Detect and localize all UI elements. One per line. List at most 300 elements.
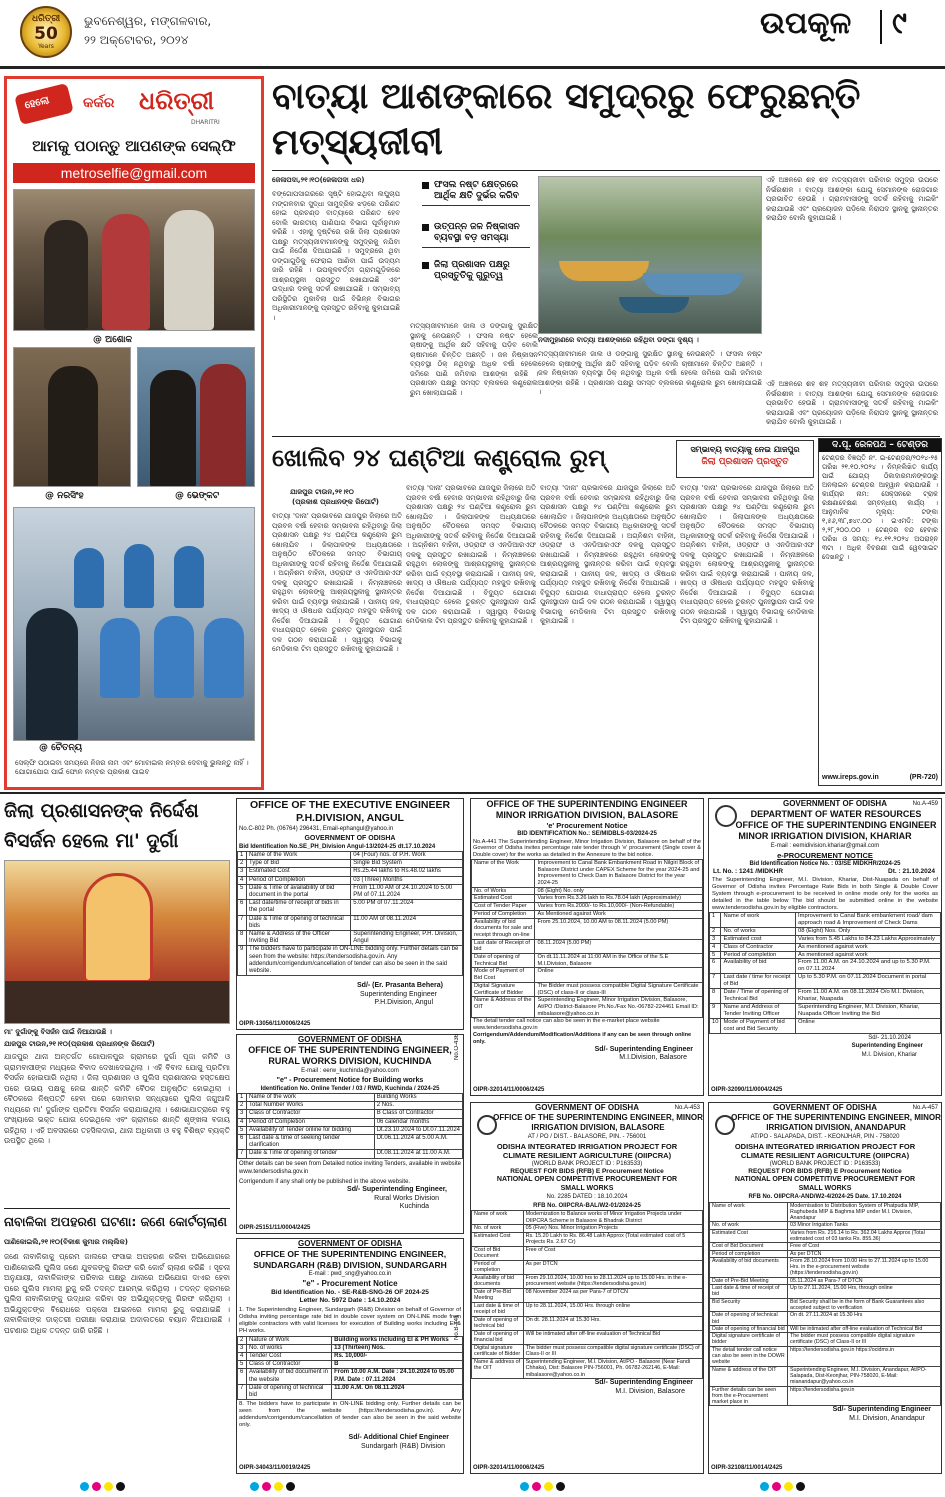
control-room-body-2: ବାତ୍ୟା 'ଦାନା' ପ୍ରଭାବରେ ଯାଜପୁର ଜିଲାରେ ଅତି ପ୍ରବଳ ବର୍ଷା ହେବାର ସମ୍ଭାବନା ରହିଥିବାରୁ ଜିଲା ପ୍ରଶାସନ ପକ୍ଷରୁ ୨୪ ଘଣ୍ଟିଆ କଣ୍ଟ୍ରୋଲ ରୁମ ଖୋଲାଯିବ । ଜିଲାପାଳଙ୍କ ଅଧ୍ୟକ୍ଷତାରେ ଅନୁଷ୍ଠିତ ବୈଠକରେ ସମସ୍ତ ବିଭାଗୀୟ ଅଧିକାରୀଙ୍କୁ ସତର୍କ ରହିବାକୁ ନିର୍ଦ୍ଦେଶ ଦିଆଯାଇଛି । ଅଗ୍ନିଶମ ବାହିନୀ, ଓଡ୍ରାଫ ଓ ଏନଡିଆରଏଫ ଦଳକୁ ପ୍ରସ୍ତୁତ ରଖାଯାଇଛି । ନିମ୍ନାଞ୍ଚଳରେ ରହୁଥିବା ଲୋକଙ୍କୁ ଆଶ୍ରୟସ୍ଥଳୀକୁ ସ୍ଥାନାନ୍ତର କରିବା ପାଇଁ ବ୍ୟବସ୍ଥା କରାଯାଇଛି । ପାନୀୟ ଜଳ, ଖାଦ୍ୟ ଓ ଔଷଧର ପର୍ଯ୍ୟାପ୍ତ ମହଜୁଦ ରଖିବାକୁ ନିର୍ଦ୍ଦେଶ ଦିଆଯାଇଛି । ବିଦ୍ୟୁତ ଯୋଗାଣ ବାଧାପ୍ରାପ୍ତ ହେଲେ ତୁରନ୍ତ ପୁନଃସ୍ଥାପନ ପାଇଁ ଦଳ ଗଠନ କରାଯାଇଛି । ସ୍ୱାସ୍ଥ୍ୟ ବିଭାଗକୁ ମେଡିକାଲ ଟିମ ପ୍ରସ୍ତୁତ ରଖିବାକୁ କୁହାଯାଇଛି ।	[406, 484, 536, 625]
ad-kuchinda-side-no: No.O-436	[454, 1033, 460, 1060]
table-cell: From 29.10.2024, 10.00 hrs to 28.11.2024 up to 15.00 Hrs. in the e-procurement website (https://tendersodisha.gov.in)	[523, 1274, 702, 1288]
table-row	[710, 1257, 941, 1277]
table-cell: Period of Completion	[472, 910, 535, 918]
logo-text: ଧରିତ୍ରୀ	[31, 14, 61, 24]
table-row	[710, 974, 941, 989]
table-cell: 03 (Three) Months	[351, 876, 463, 884]
railway-tender-body: ଟେଣ୍ଡର ବିଜ୍ଞପ୍ତି ନଂ. ଇ-ଟେଣ୍ଡର/୨୦୨୪-୨୫ ତାରିଖ ୨୧.୧୦.୨୦୨୪ । ନିମ୍ନଲିଖିତ କାର୍ଯ୍ୟ ପାଇଁ ଯୋଗ୍ୟ ଠିକାଦାରମାନଙ୍କଠାରୁ ଅନଲାଇନ ଟେଣ୍ଡର ଆହ୍ୱାନ କରାଯାଉଛି । କାର୍ଯ୍ୟର ନାମ: ସେକ୍ସନରେ ଟ୍ରାକ ରକ୍ଷଣାବେକ୍ଷଣ ସମ୍ବନ୍ଧୀୟ କାର୍ଯ୍ୟ । ଆନୁମାନିକ ମୂଲ୍ୟ: ଟଙ୍କା ୧,୫୬,୩୮,୭୪୯.୦୦ । ଇଏମଡି: ଟଙ୍କା ୨,୨୮,୨୦୦.୦୦ । ଟେଣ୍ଡର ବନ୍ଦ ହେବାର ତାରିଖ ଓ ସମୟ: ୧୪.୧୧.୨୦୨୪ ଅପରାହ୍ନ ୩ଟା । ଅଧିକ ବିବରଣୀ ପାଇଁ ୱେବସାଇଟ ଦେଖନ୍ତୁ ।	[822, 454, 938, 561]
ad-khariar-letter-row	[709, 868, 941, 877]
railway-tender-title: ଦ.ପୂ. ରେଳପଥ – ଟେଣ୍ଡର	[819, 439, 941, 452]
table-cell: Name of work	[710, 1202, 788, 1222]
ad-balasore-minor-title-2: MINOR IRRIGATION DIVISION, BALASORE	[495, 810, 679, 820]
table-cell: Period of Completion	[247, 1118, 375, 1126]
table-row	[238, 1336, 463, 1344]
registration-dot	[784, 1482, 793, 1491]
ad-angul-contact: No.C-802 Ph. (06764) 296431, Email-ephangul@yahoo.in	[239, 826, 394, 832]
lead-rule	[272, 170, 940, 171]
table-cell: Free of Cost	[523, 1246, 702, 1260]
table-row	[472, 1260, 703, 1274]
ad-balasore-oiipcra-loan: (WORLD BANK PROJECT ID : P163533)	[531, 1160, 643, 1167]
table-cell: Tender Cost	[247, 1352, 332, 1360]
table-cell: 13 (Thirteen) Nos.	[332, 1344, 463, 1352]
table-cell: Date / Time of opening of Technical Bid	[721, 989, 796, 1004]
crowd-shape	[5, 981, 230, 1024]
ad-sundargarh-bid-id: Bid Identification No. - SE-R&B-SNG-26 OF 2024-25	[271, 1288, 429, 1296]
table-row	[472, 982, 703, 996]
ad-anandapur-title-2: IRRIGATION DIVISION, ANANDAPUR	[766, 1123, 906, 1132]
table-cell: 7	[710, 974, 721, 989]
ad-angul-sign-3: P.H.Division, Angul	[374, 999, 433, 1007]
table-cell: 2	[710, 927, 721, 935]
odisha-emblem-icon	[715, 1115, 735, 1135]
ad-kuchinda-table	[237, 1093, 463, 1159]
table-cell: Estimated Cost	[710, 1229, 788, 1243]
masthead	[0, 0, 945, 66]
registration-dot	[80, 1482, 89, 1491]
table-row	[710, 1346, 941, 1366]
lead-body-right-3: ଏହି ଅଞ୍ଚଳରେ ଶହ ଶହ ମତ୍ସ୍ୟଜୀବୀ ପରିବାର ସମୁଦ୍ର ଉପରେ ନିର୍ଭରଶୀଳ । ବାତ୍ୟା ଆଶଙ୍କା ଯୋଗୁ ସେମାନଙ୍କ ରୋଜଗାର ପ୍ରଭାବିତ ହେଉଛି । ଗ୍ରାମବାସୀଙ୍କୁ ସତର୍କ ରହିବାକୁ ମାଇକିଂ କରାଯାଉଛି ଏବଂ ପ୍ରୟୋଜନ ପଡ଼ିଲେ ନିରାପଦ ସ୍ଥାନକୁ ସ୍ଥାନାନ୍ତର କରାଯିବ ବୋଲି କୁହାଯାଇଛି ।	[766, 380, 938, 426]
brand-left: ହେଲୋ	[23, 94, 51, 112]
table-cell: The bidders have to participate in ON-LINE bidding only. Further details can be seen from the website: https://tendersodisha.gov.in. Any addendum/corrigendum/cancellation of tender can also be seen in the said website.	[247, 946, 463, 976]
section-name: ଉପକୂଳ	[760, 6, 852, 41]
ad-kuchinda-bid-id: Identification No. Online Tender / 03 / RWD, Kuchinda / 2024-25	[260, 1085, 440, 1092]
table-row	[472, 968, 703, 982]
table-cell: https://tendersodisha.gov.in https://ocidms.in	[788, 1346, 941, 1366]
table-row	[238, 1094, 463, 1102]
ad-balasore-oiipcra-ncb-1: NATIONAL OPEN COMPETITIVE PROCUREMENT FOR	[496, 1176, 678, 1183]
table-cell: As Mentioned against Work	[535, 910, 703, 918]
table-row	[472, 1330, 703, 1344]
table-cell: 2	[238, 1102, 247, 1110]
lead-bottom-rule	[272, 436, 940, 437]
ad-balasore-oiipcra-ncb-2: SMALL WORKS	[560, 1184, 614, 1192]
table-row	[710, 959, 941, 974]
table-cell: Varies from Rs. 216.14 to Rs. 362.04 Lakhs Approx (Total estimated cost of 03 tanks Rs. 855.36)	[788, 1229, 941, 1243]
ad-sundargarh-notice: "e" - Procurement Notice	[302, 1278, 398, 1288]
lead-body-right: ଏହି ଅଞ୍ଚଳରେ ଶହ ଶହ ମତ୍ସ୍ୟଜୀବୀ ପରିବାର ସମୁଦ୍ର ଉପରେ ନିର୍ଭରଶୀଳ । ବାତ୍ୟା ଆଶଙ୍କା ଯୋଗୁ ସେମାନଙ୍କ ରୋଜଗାର ପ୍ରଭାବିତ ହେଉଛି । ଗ୍ରାମବାସୀଙ୍କୁ ସତର୍କ ରହିବାକୁ ମାଇକିଂ କରାଯାଉଛି ଏବଂ ପ୍ରୟୋଜନ ପଡ଼ିଲେ ନିରାପଦ ସ୍ଥାନକୁ ସ୍ଥାନାନ୍ତର କରାଯିବ ବୋଲି କୁହାଯାଇଛି ।	[766, 176, 938, 222]
table-cell: Modernization to Balance works of Minor Irrigation Projects under OIIPCRA Scheme in Balasore & Bhadrak District	[523, 1211, 702, 1225]
table-cell: 8	[238, 931, 247, 946]
table-cell: Dt.23.10.2024 to Dt.07.11.2024	[374, 1126, 462, 1134]
table-cell: On dt. 28.11.2024 at 15.30 Hrs.	[523, 1316, 702, 1330]
table-cell: 9	[238, 946, 247, 976]
table-cell: Name of work	[721, 913, 796, 928]
ad-khariar-bid-id: Bid Identification Notice No. : 03/SE MIDKHR/2024-25	[749, 860, 901, 867]
table-cell: 3	[238, 868, 247, 876]
table-cell: 4	[710, 943, 721, 951]
table-row	[238, 1135, 463, 1150]
brand-tag: DHARITRI	[191, 119, 220, 126]
idol-shape	[83, 873, 153, 983]
selfie-prompt: ଆମକୁ ପଠାନ୍ତୁ ଆପଣଙ୍କ ସେଲ୍‌ଫି	[32, 137, 236, 155]
ad-khariar-notice: e-PROCUREMENT NOTICE	[777, 850, 873, 860]
table-cell: Digital signature certificate of Bidder	[472, 1344, 524, 1358]
kicker-line-2: ଜିଲା ପ୍ରଶାସନ ପ୍ରସ୍ତୁତ	[701, 457, 789, 467]
ad-kuchinda-sign-2: Rural Works Division	[374, 1194, 439, 1202]
durga-headline-2: ବିସର୍ଜନ ହେଲେ ମା' ଦୁର୍ଗା	[4, 830, 179, 852]
railway-tender-box	[818, 438, 942, 786]
table-cell: Nature of Work	[247, 1336, 332, 1344]
table-cell: No. of Works	[472, 887, 535, 895]
lead-body-mid: ମତ୍ସ୍ୟଜୀବୀମାନେ ଜାଲ ଓ ଡଙ୍ଗାକୁ ସୁରକ୍ଷିତ ସ୍ଥାନକୁ ନେଉଛନ୍ତି । ଫସଲ ନଷ୍ଟ ହେଲେ ଚାଷୀଙ୍କୁ ଆର୍ଥିକ କ୍ଷତି ସହିବାକୁ ପଡ଼ିବ ବୋଲି ଚାଷୀମାନେ ଚିନ୍ତିତ ଅଛନ୍ତି । ଜଳ ନିଷ୍କାସନ ବ୍ୟବସ୍ଥା ଠିକ୍ ନଥିବାରୁ ଅଧିକ ବର୍ଷା ହେଲେ ଜମିରେ ପାଣି ଜମିବାର ଆଶଙ୍କା ରହିଛି । ପ୍ରଶାସନ ପକ୍ଷରୁ ସମସ୍ତ ବ୍ଲକରେ କଣ୍ଟ୍ରୋଲ ରୁମ ଖୋଲାଯାଇଛି ।	[410, 322, 538, 397]
ad-balasore-minor-sign-1: Sd/- Superintending Engineer	[594, 1045, 693, 1053]
table-row	[710, 1222, 941, 1229]
table-cell: Up to 27.11.2024, 15.00 Hrs, through online	[788, 1285, 941, 1299]
selfie-caption-1: @ ଅଶୋକ	[93, 335, 133, 345]
table-cell: Date of opening of technical bid	[710, 1312, 788, 1326]
ad-khariar-title-2: OFFICE OF THE SUPERINTENDING ENGINEER	[735, 820, 937, 830]
table-cell: Name of the Work	[472, 859, 535, 887]
table-cell: Estimated Cost	[472, 895, 535, 903]
person-silhouette	[26, 608, 78, 741]
table-cell: Free of Cost	[788, 1243, 941, 1250]
lead-body-right-2: ମତ୍ସ୍ୟଜୀବୀମାନେ ଜାଲ ଓ ଡଙ୍ଗାକୁ ସୁରକ୍ଷିତ ସ୍ଥାନକୁ ନେଉଛନ୍ତି । ଫସଲ ନଷ୍ଟ ହେଲେ ଚାଷୀଙ୍କୁ ଆର୍ଥିକ କ୍ଷତି ସହିବାକୁ ପଡ଼ିବ ବୋଲି ଚାଷୀମାନେ ଚିନ୍ତିତ ଅଛନ୍ତି । ଜଳ ନିଷ୍କାସନ ବ୍ୟବସ୍ଥା ଠିକ୍ ନଥିବାରୁ ଅଧିକ ବର୍ଷା ହେଲେ ଜମିରେ ପାଣି ଜମିବାର ଆଶଙ୍କା ରହିଛି । ପ୍ରଶାସନ ପକ୍ଷରୁ ସମସ୍ତ ବ୍ଲକରେ କଣ୍ଟ୍ରୋଲ ରୁମ ଖୋଲାଯାଇଛି ।	[538, 350, 762, 396]
railway-tender-ref: (PR-720)	[909, 774, 938, 781]
table-cell: 05 (Five) Nos. Minor Irrigation Projects	[523, 1225, 702, 1233]
bullet-text: ଉତ୍ପନ୍ନ ଜଳ ନିଷ୍କାସନ ବ୍ୟବସ୍ଥା ବଡ଼ ସମସ୍ୟା	[434, 222, 520, 243]
table-cell: Date of opening of technical bid	[247, 1384, 332, 1399]
table-cell: From 25.10.2024, 10.00 AM to 08.11.2024 (5.00 PM)	[535, 918, 703, 939]
ad-angul-govt: GOVERNMENT OF ODISHA	[304, 834, 396, 842]
ad-anandapur-loan: (WORLD BANK PROJECT ID : P163533)	[769, 1160, 881, 1167]
upper-section-rule	[0, 792, 945, 794]
table-cell: Single Bid System	[351, 860, 463, 868]
table-cell: Last date of Receipt of bid	[472, 939, 535, 953]
ad-balasore-minor-table	[471, 859, 703, 1018]
table-row	[710, 1018, 941, 1033]
lead-bullets-box	[422, 178, 530, 318]
ad-balasore-oiipcra-table	[471, 1210, 703, 1379]
ad-khariar-email: E-mail : eemidivision.khariar@gmail.com	[770, 843, 880, 849]
ad-anandapur-project-1: ODISHA INTEGRATED IRRIGATION PROJECT FOR	[734, 1141, 916, 1151]
table-cell: Will be intimated after off-line evaluation of Technical Bid	[788, 1325, 941, 1332]
control-room-body-3: ବାତ୍ୟା 'ଦାନା' ପ୍ରଭାବରେ ଯାଜପୁର ଜିଲାରେ ଅତି ପ୍ରବଳ ବର୍ଷା ହେବାର ସମ୍ଭାବନା ରହିଥିବାରୁ ଜିଲା ପ୍ରଶାସନ ପକ୍ଷରୁ ୨୪ ଘଣ୍ଟିଆ କଣ୍ଟ୍ରୋଲ ରୁମ ଖୋଲାଯିବ । ଜିଲାପାଳଙ୍କ ଅଧ୍ୟକ୍ଷତାରେ ଅନୁଷ୍ଠିତ ବୈଠକରେ ସମସ୍ତ ବିଭାଗୀୟ ଅଧିକାରୀଙ୍କୁ ସତର୍କ ରହିବାକୁ ନିର୍ଦ୍ଦେଶ ଦିଆଯାଇଛି । ଅଗ୍ନିଶମ ବାହିନୀ, ଓଡ୍ରାଫ ଓ ଏନଡିଆରଏଫ ଦଳକୁ ପ୍ରସ୍ତୁତ ରଖାଯାଇଛି । ନିମ୍ନାଞ୍ଚଳରେ ରହୁଥିବା ଲୋକଙ୍କୁ ଆଶ୍ରୟସ୍ଥଳୀକୁ ସ୍ଥାନାନ୍ତର କରିବା ପାଇଁ ବ୍ୟବସ୍ଥା କରାଯାଇଛି । ପାନୀୟ ଜଳ, ଖାଦ୍ୟ ଓ ଔଷଧର ପର୍ଯ୍ୟାପ୍ତ ମହଜୁଦ ରଖିବାକୁ ନିର୍ଦ୍ଦେଶ ଦିଆଯାଇଛି । ବିଦ୍ୟୁତ ଯୋଗାଣ ବାଧାପ୍ରାପ୍ତ ହେଲେ ତୁରନ୍ତ ପୁନଃସ୍ଥାପନ ପାଇଁ ଦଳ ଗଠନ କରାଯାଇଛି । ସ୍ୱାସ୍ଥ୍ୟ ବିଭାଗକୁ ମେଡିକାଲ ଟିମ ପ୍ରସ୍ତୁତ ରଖିବାକୁ କୁହାଯାଇଛି ।	[540, 484, 676, 625]
ad-balasore-oiipcra-rfb-no: RFB No. OIIPCRA-BAL/W2-01/2024-25	[533, 1202, 641, 1209]
table-row	[710, 935, 941, 943]
ad-balasore-oiipcra-project-2: CLIMATE RESILIENT AGRICULTURE (OIIPCRA)	[502, 1150, 672, 1160]
table-cell: Varies from 5.45 Lakhs to 84.23 Lakhs Approximately	[796, 935, 941, 943]
table-row	[472, 954, 703, 968]
table-cell: Period of completion	[721, 951, 796, 959]
table-cell: Date & Time of availability of bid document in the portal	[247, 884, 351, 899]
table-cell: Availability of bid documents for sale and receipt through on-line	[472, 918, 535, 939]
ad-anandapur-table	[709, 1202, 941, 1407]
table-row	[238, 1118, 463, 1126]
table-cell: 11.00 AM of 08.11.2024	[351, 915, 463, 930]
table-row	[710, 1325, 941, 1332]
table-cell: Dt.06.11.2024 at 5.00 A.M.	[374, 1135, 462, 1150]
table-cell: 3	[238, 1344, 247, 1352]
table-row	[238, 1102, 463, 1110]
ad-kuchinda-title-2: RURAL WORKS DIVISION, KUCHINDA	[268, 1056, 432, 1066]
table-cell: From 11.00 A.M. on 08.11.2024 O/o M.I. Division, Khariar, Nuapada	[796, 989, 941, 1004]
ad-balasore-minor	[470, 798, 704, 1096]
minor-headline: ନାବାଳିକା ଅପହରଣ ଘଟଣା: ଜଣେ କୋର୍ଟଚାଲାଣ	[4, 1214, 227, 1229]
table-cell: https://tendersodisha.gov.in	[788, 1386, 941, 1406]
table-cell: 05.11.2024 as Para-7 of DTCN	[788, 1277, 941, 1284]
person-silhouette	[204, 618, 244, 698]
ad-anandapur-address: AT/PO - SALAPADA, DIST. - KEONJHAR, PIN - 758020	[750, 1134, 900, 1140]
control-room-kicker	[676, 440, 814, 478]
selfie-photo-4	[13, 507, 255, 741]
person-silhouette	[74, 548, 104, 608]
boat-shape	[643, 273, 743, 295]
table-cell: 2	[238, 860, 247, 868]
table-cell: From 11.00 A.M. on 24.10.2024 and up to 5.30 P.M. on 07.11.2024	[796, 959, 941, 974]
person-silhouette	[102, 214, 150, 330]
table-row	[238, 1150, 463, 1158]
ad-sundargarh-title-1: OFFICE OF THE SUPERINTENDING ENGINEER,	[253, 1249, 447, 1259]
table-cell: Cost of Bid Document	[472, 1246, 524, 1260]
table-cell: 11.00 A.M. On 08.11.2024	[332, 1384, 463, 1399]
bullet-icon	[422, 224, 429, 231]
table-row	[472, 1288, 703, 1302]
table-cell: 10	[710, 1018, 721, 1033]
table-cell: Name of the Work	[247, 852, 351, 860]
table-cell: On dt. 27.11.2024 at 15.30 Hrs	[788, 1312, 941, 1326]
registration-dot	[116, 1482, 125, 1491]
boat-shape	[559, 261, 649, 281]
table-row	[238, 1110, 463, 1118]
ad-anandapur-project-2: CLIMATE RESILIENT AGRICULTURE (OIIPCRA)	[740, 1150, 910, 1160]
ad-balasore-minor-bid-id: BID IDENTIFICATION No.: SE/MIDBLS-03/2024-25	[517, 831, 657, 837]
table-cell: Cost of Bid Document	[710, 1243, 788, 1250]
railway-tender-website[interactable]: www.ireps.gov.in	[822, 774, 879, 781]
bullet-item	[422, 178, 530, 206]
durga-photo	[4, 860, 230, 1024]
lead-body-left: ବଙ୍ଗୋପସାଗରରେ ସୃଷ୍ଟି ହୋଇଥିବା ଲଘୁଚାପ ମଙ୍ଗଳବାର ସୁଦ୍ଧା ସାମୁଦ୍ରିକ ଝଡ଼ରେ ପରିଣତ ହୋଇ ପ୍ରଚଣ୍ଡ ବାତ୍ୟାରେ ପରିଣତ ହେବ ବୋଲି ଭାରତୀୟ ପାଣିପାଗ ବିଭାଗ ପୂର୍ବାନୁମାନ କରିଛି । ଏହାକୁ ଦୃଷ୍ଟିରେ ରଖି ଜିଲା ପ୍ରଶାସନ ପକ୍ଷରୁ ମତ୍ସ୍ୟଜୀବୀମାନଙ୍କୁ ସମୁଦ୍ରକୁ ନଯିବା ପାଇଁ ନିର୍ଦ୍ଦେଶ ଦିଆଯାଇଛି । ସମୁଦ୍ରରେ ଥିବା ଡଙ୍ଗାଗୁଡ଼ିକୁ ଫେରାଇ ଆଣିବା ପାଇଁ ଉଦ୍ୟମ ଜାରି ରହିଛି । ଉପକୂଳବର୍ତ୍ତୀ ଗ୍ରାମଗୁଡ଼ିକରେ ଆଶ୍ରୟସ୍ଥଳୀ ପ୍ରସ୍ତୁତ ରଖାଯାଇଛି ଏବଂ ଉଦ୍ଧାର ଦଳକୁ ସତର୍କ ରଖାଯାଇଛି । ସମ୍ଭାବ୍ୟ ପରିସ୍ଥିତିର ମୁକାବିଲା ପାଇଁ ବିଭିନ୍ନ ବିଭାଗର ଅଧିକାରୀମାନଙ୍କୁ ପ୍ରସ୍ତୁତ ରହିବାକୁ କୁହାଯାଇଛି ।	[272, 190, 400, 322]
selfie-photo-2	[13, 347, 131, 487]
registration-marks	[0, 1480, 945, 1494]
table-cell: Rs. 10,000/-	[332, 1352, 463, 1360]
control-room-body-4: ବାତ୍ୟା 'ଦାନା' ପ୍ରଭାବରେ ଯାଜପୁର ଜିଲାରେ ଅତି ପ୍ରବଳ ବର୍ଷା ହେବାର ସମ୍ଭାବନା ରହିଥିବାରୁ ଜିଲା ପ୍ରଶାସନ ପକ୍ଷରୁ ୨୪ ଘଣ୍ଟିଆ କଣ୍ଟ୍ରୋଲ ରୁମ ଖୋଲାଯିବ । ଜିଲାପାଳଙ୍କ ଅଧ୍ୟକ୍ଷତାରେ ଅନୁଷ୍ଠିତ ବୈଠକରେ ସମସ୍ତ ବିଭାଗୀୟ ଅଧିକାରୀଙ୍କୁ ସତର୍କ ରହିବାକୁ ନିର୍ଦ୍ଦେଶ ଦିଆଯାଇଛି । ଅଗ୍ନିଶମ ବାହିନୀ, ଓଡ୍ରାଫ ଓ ଏନଡିଆରଏଫ ଦଳକୁ ପ୍ରସ୍ତୁତ ରଖାଯାଇଛି । ନିମ୍ନାଞ୍ଚଳରେ ରହୁଥିବା ଲୋକଙ୍କୁ ଆଶ୍ରୟସ୍ଥଳୀକୁ ସ୍ଥାନାନ୍ତର କରିବା ପାଇଁ ବ୍ୟବସ୍ଥା କରାଯାଇଛି । ପାନୀୟ ଜଳ, ଖାଦ୍ୟ ଓ ଔଷଧର ପର୍ଯ୍ୟାପ୍ତ ମହଜୁଦ ରଖିବାକୁ ନିର୍ଦ୍ଦେଶ ଦିଆଯାଇଛି । ବିଦ୍ୟୁତ ଯୋଗାଣ ବାଧାପ୍ରାପ୍ତ ହେଲେ ତୁରନ୍ତ ପୁନଃସ୍ଥାପନ ପାଇଁ ଦଳ ଗଠନ କରାଯାଇଛି । ସ୍ୱାସ୍ଥ୍ୟ ବିଭାଗକୁ ମେଡିକାଲ ଟିମ ପ୍ରସ୍ତୁତ ରଖିବାକୁ କୁହାଯାଇଛି ।	[680, 484, 814, 625]
table-row	[710, 1243, 941, 1250]
bullet-text: ଫସଲ ନଷ୍ଟ କ୍ଷେତ୍ରରେ ଆର୍ଥିକ କ୍ଷତି ଦୁର୍ଭର କରିବ	[434, 180, 519, 201]
person-silhouette	[154, 616, 194, 698]
table-cell: Will be intimated after off-line evaluation of Technical Bid	[523, 1330, 702, 1344]
table-row	[472, 1316, 703, 1330]
table-row	[472, 918, 703, 939]
table-cell: Date of Pre-Bid Meeting	[472, 1288, 524, 1302]
bullet-item	[422, 220, 530, 248]
ad-sundargarh	[236, 1238, 464, 1474]
table-cell: 9	[710, 1003, 721, 1018]
bullet-icon	[422, 182, 429, 189]
table-cell: Availability of bid documents	[710, 1257, 788, 1277]
table-cell: The Bidder must possess compatible Digital Signature Certificate (DSC) of class-II or class-III	[535, 982, 703, 996]
table-cell: Date of opening of Technical Bid	[472, 954, 535, 968]
table-cell: Period of Completion	[247, 876, 351, 884]
ad-kuchinda-note-2: Corrigendum if any shall only be published in the above website.	[239, 1178, 411, 1185]
table-cell: 7	[238, 915, 247, 930]
ad-balasore-minor-sign-2: M.I.Division, Balasore	[619, 1054, 687, 1062]
table-row	[710, 989, 941, 1004]
table-cell: 1	[238, 1094, 247, 1102]
table-cell: Bid Security shall be in the form of Bank Guarantees also accepted subject to verification	[788, 1298, 941, 1312]
ad-angul	[236, 798, 464, 1030]
ad-anandapur-ncb-2: SMALL WORKS	[798, 1184, 852, 1192]
table-cell: 08 November 2024 as per Para-7 of DTCN	[523, 1288, 702, 1302]
table-row	[710, 943, 941, 951]
ad-anandapur-rfb: REQUEST FOR BIDS (RFB) E Procurement Notice	[748, 1168, 902, 1175]
table-cell: Name & Address of the Officer Inviting Bid	[247, 931, 351, 946]
ad-sundargarh-govt: GOVERNMENT OF ODISHA	[297, 1239, 402, 1248]
table-cell: As per DTCN	[523, 1260, 702, 1274]
logo-years-sub: Years	[38, 43, 54, 50]
table-cell: 5.00 PM of 07.11.2024	[351, 900, 463, 915]
ad-kuchinda-sign-1: Sd/- Superintending Engineer,	[347, 1186, 447, 1194]
control-room-headline: ଖୋଲିବ ୨୪ ଘଣ୍ଟିଆ କଣ୍ଟ୍ରୋଲ ରୁମ୍	[272, 444, 607, 472]
table-cell: Last date / time for receipt of Bid	[721, 974, 796, 989]
table-row	[238, 1126, 463, 1134]
table-row	[710, 927, 941, 935]
table-row	[238, 900, 463, 915]
ad-angul-title-2: P.H.DIVISION, ANGUL	[296, 812, 404, 824]
selfie-email[interactable]: metroselfie@gmail.com	[13, 163, 255, 183]
table-row	[472, 1211, 703, 1225]
table-cell: 06 calendar months	[374, 1118, 462, 1126]
bullet-item	[422, 258, 530, 285]
selfie-photo-3	[137, 347, 255, 487]
ad-balasore-oiipcra-sign-1: Sd/- Superintending Engineer	[594, 1379, 693, 1386]
table-cell: No. of works	[247, 1344, 332, 1352]
table-cell: Date of opening of technical bid	[472, 1316, 524, 1330]
table-cell: B Class of Contractor	[374, 1110, 462, 1118]
table-cell: Date of Pre-Bid Meeting	[710, 1277, 788, 1284]
durga-bottom-rule	[4, 1208, 230, 1209]
ad-khariar-sign-2: M.I. Division, Khariar	[861, 1051, 917, 1058]
table-row	[472, 1232, 703, 1246]
table-row	[710, 1250, 941, 1257]
table-row	[238, 876, 463, 884]
ad-anandapur-ref: OIPR-32108/11/0014/2425	[711, 1464, 783, 1471]
table-cell: 1	[710, 913, 721, 928]
table-row	[710, 1333, 941, 1347]
table-row	[710, 1386, 941, 1406]
ad-anandapur-sign-2: M.I. Division, Anandapur	[849, 1414, 925, 1422]
table-row	[238, 931, 463, 946]
odisha-emblem-icon	[477, 1115, 497, 1135]
table-cell: Availability of bid documents	[472, 1274, 524, 1288]
table-cell: Estimated Cost	[247, 868, 351, 876]
ad-kuchinda-sign-3: Kuchinda	[399, 1203, 429, 1211]
masthead-rule	[0, 66, 945, 69]
table-cell: B	[332, 1361, 463, 1369]
ad-khariar-title-1: DEPARTMENT OF WATER RESOURCES	[750, 809, 922, 819]
ad-balasore-minor-notice: 'e' Procurement Notice	[546, 821, 628, 830]
ad-angul-title-1: OFFICE OF THE EXECUTIVE ENGINEER	[249, 799, 451, 811]
table-cell: 6	[238, 1135, 247, 1150]
table-row	[472, 1274, 703, 1288]
registration-dot	[274, 1482, 283, 1491]
ad-anandapur-rfb-no: RFB No. OIIPCRA-AND/W2-4/2024-25 Date. 17.10.2024	[748, 1194, 902, 1200]
table-cell: From 10.00 A.M. Date : 24.10.2024 to 05.00 P.M. Date : 07.11.2024	[332, 1369, 463, 1384]
ad-balasore-oiipcra	[470, 1102, 704, 1474]
ad-khariar	[708, 798, 942, 1096]
table-cell: As per DTCN	[788, 1250, 941, 1257]
registration-dot	[286, 1482, 295, 1491]
ad-anandapur-side-no: No.A-457	[912, 1105, 938, 1111]
person-silhouette	[200, 364, 246, 487]
table-row	[238, 1344, 463, 1352]
odisha-emblem-icon	[715, 805, 737, 827]
selfie-footer-note: ସେଲ୍‌ଫି ପଠାଇବା ସମୟରେ ନିଜର ନାମ ଏବଂ ମୋବାଇଲ ନମ୍ବର ଦେବାକୁ ଭୁଲନ୍ତୁ ନାହିଁ । ଯୋଗାଯୋଗ ପାଇଁ ଫୋନ ନମ୍ବର ପ୍ରକାଶ ପାଇବ	[15, 759, 249, 776]
table-cell: 1	[238, 852, 247, 860]
table-row	[238, 884, 463, 899]
brand-name: ଧରିତ୍ରୀ	[139, 87, 214, 115]
control-room-dateline-sub: (ପ୍ରକାଶ ପ୍ରଧାନଙ୍କ ରିପୋର୍ଟ)	[292, 498, 379, 506]
durga-dateline: ଯାଜପୁର ଟାଉନ,୨୧।୧୦(ପ୍ରକାଶ ପ୍ରଧାନଙ୍କ ରିପୋର୍ଟ)	[4, 1040, 155, 1048]
person-silhouette	[164, 210, 214, 330]
logo-badge	[20, 6, 72, 58]
table-row	[238, 1361, 463, 1369]
table-cell: Date & Time of opening of tender	[247, 1150, 375, 1158]
brand-mid: କର୍କର	[83, 95, 115, 111]
table-cell: 2	[238, 1336, 247, 1344]
lead-photo	[538, 176, 762, 334]
table-cell: 04 (Four) nos. of P.H. Work	[351, 852, 463, 860]
registration-dot	[92, 1482, 101, 1491]
table-cell: The bidder must possess compatible digital signature certificate (DSC) of Class-II or III	[788, 1333, 941, 1347]
table-cell: From 11.00 AM of 24.10.2024 to 5.00 PM of 07.11.2024	[351, 884, 463, 899]
table-cell: On dt.11.11.2024 at 11:00 AM in the Office of the S.E M.I.Division, Balasore	[535, 954, 703, 968]
table-cell: Date of opening of financial bid	[472, 1330, 524, 1344]
ad-anandapur-title-1: OFFICE OF THE SUPERINTENDING ENGINEER, MINOR	[731, 1113, 941, 1122]
table-cell: Varies from Rs.2000/- to Rs.10,000/- (Non-Refundable)	[535, 903, 703, 911]
person-silhouette	[44, 220, 88, 330]
ad-kuchinda-email: E-mail : eerw_kuchinda@yahoo.com	[301, 1068, 399, 1074]
ad-balasore-oiipcra-sign-2: M.I. Division, Balasore	[615, 1387, 685, 1395]
ad-kuchinda-note-1: Other details can be seen from Detailed notice inviting Tenders, available in website www.tendersodisha.gov.in	[239, 1160, 462, 1176]
registration-dot	[760, 1482, 769, 1491]
registration-dot	[556, 1482, 565, 1491]
table-cell: 6	[238, 1369, 247, 1384]
ad-khariar-ref: OIPR-32090/11/0004/2425	[711, 1086, 783, 1093]
section-divider	[880, 10, 882, 44]
table-cell: Date & Time of opening of technical bids	[247, 915, 351, 930]
table-cell: Up to 5.30 P.M. on 07.11.2024 Document in portal	[796, 974, 941, 989]
table-row	[472, 859, 703, 887]
person-silhouette	[174, 546, 204, 608]
table-row	[238, 852, 463, 860]
ad-sundargarh-email: E-mail : pwd_sng@yahoo.co.in	[308, 1271, 392, 1277]
table-cell: 5	[710, 951, 721, 959]
table-cell: Name of the work	[247, 1094, 375, 1102]
table-row	[472, 887, 703, 895]
table-row	[710, 1202, 941, 1222]
table-row	[710, 1285, 941, 1299]
table-cell: Superintending Engineer, Minor Irrigation Division, Balasore, At/PO /District-Balasore Ph.No./Fax No.-06782-224461 Email ID: mibalasore@yahoo.co.in	[535, 997, 703, 1018]
table-row	[710, 1366, 941, 1386]
ad-balasore-oiipcra-rfb: REQUEST FOR BIDS (RFB) E Procurement Notice	[510, 1168, 664, 1175]
table-cell: 2 Nos.	[374, 1102, 462, 1110]
selfie-photo-1	[13, 189, 255, 331]
table-cell: The bidder must possess compatible digital signature certificate (DSC) of Class-II or III	[523, 1344, 702, 1358]
table-cell: 08 (Eight) Nos. Only	[796, 927, 941, 935]
table-cell: Building works including EI & PH Works	[332, 1336, 463, 1344]
table-row	[472, 1246, 703, 1260]
table-cell: Estimated Cost	[472, 1232, 524, 1246]
table-cell: Name & address of the OIT	[710, 1366, 788, 1386]
ad-khariar-title-3: MINOR IRRIGATION DIVISION, KHARIAR	[738, 831, 912, 841]
ad-balasore-oiipcra-govt: GOVERNMENT OF ODISHA	[534, 1103, 639, 1112]
table-cell: Improvement to Canal Bank embankment road/ dam approach road & Improvement of Check Dams	[796, 913, 941, 928]
table-cell: 03 Minor Irrigation Tanks	[788, 1222, 941, 1229]
ad-balasore-oiipcra-title-2: IRRIGATION DIVISION, BALASORE	[531, 1123, 665, 1132]
table-row	[472, 1225, 703, 1233]
table-row	[710, 1312, 941, 1326]
table-cell: From 28.10.2024 from 10.00 Hrs to 27.11.2024 up to 15.00 Hrs. in the e-procurement website (https://tendersodisha.gov.in)	[788, 1257, 941, 1277]
